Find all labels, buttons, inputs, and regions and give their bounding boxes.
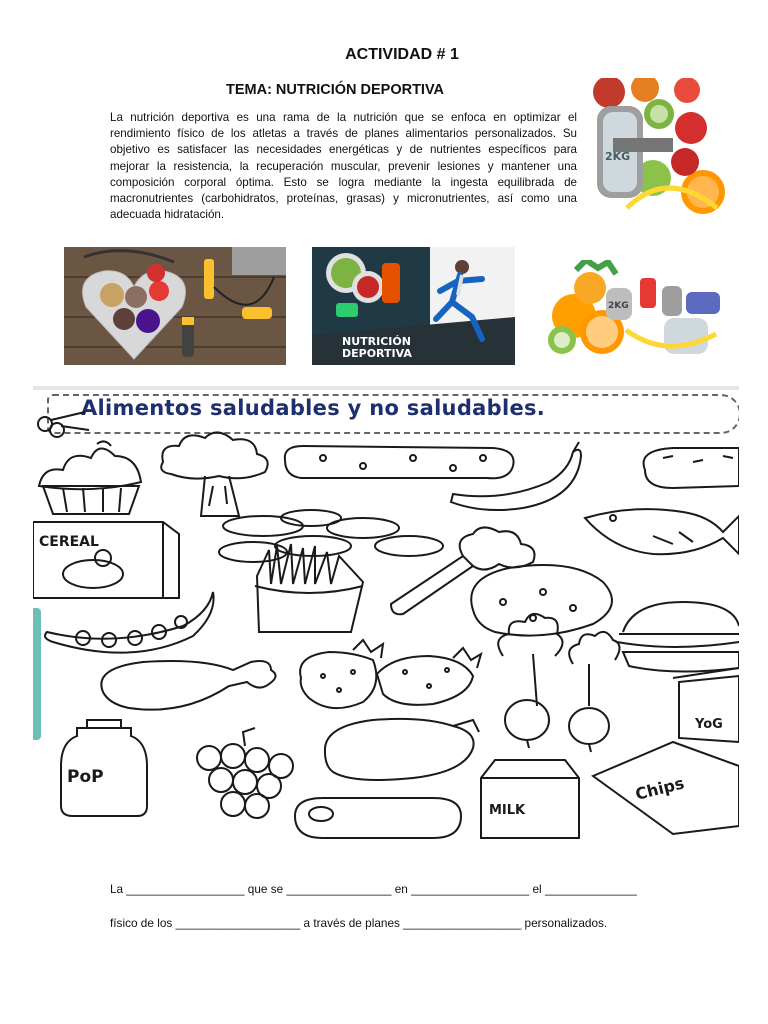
worksheet-title: Alimentos saludables y no saludables. bbox=[81, 396, 546, 420]
weight-label-right: 2KG bbox=[608, 301, 629, 311]
soda-label: PoP bbox=[67, 767, 104, 787]
intro-paragraph: La nutrición deportiva es una rama de la nutrición que se enfoca en optimizar el rendimiento físico de los atletas a través de planes alimentarios personalizados. Su objetivo es satisfacer las necesidades energéticas y de nutrientes específicos para mejorar la resistencia, la recuperación muscular, prevenir lesiones y mantener una composición corporal óptima. Esto se logra mediante la ingesta equilibrada de macronutrientes (carbohidratos, proteínas, grasas) y micronutrientes, así como una adecuada hidratación. bbox=[110, 111, 577, 222]
potato-drawing bbox=[471, 565, 612, 636]
banana-drawing bbox=[451, 442, 581, 510]
soda-bottle-drawing bbox=[61, 720, 147, 816]
chips-label: Chips bbox=[633, 773, 687, 804]
banner-caption-line1: NUTRICIÓN bbox=[342, 335, 411, 348]
page-title: ACTIVIDAD # 1 bbox=[345, 46, 459, 63]
yogurt-drawing bbox=[673, 668, 739, 742]
yogurt-label: YoG bbox=[695, 717, 723, 732]
cereal-box-drawing bbox=[33, 522, 179, 598]
hotdog-drawing bbox=[644, 448, 739, 488]
sports-nutrition-banner bbox=[312, 247, 515, 365]
celery-drawing bbox=[391, 527, 535, 614]
milk-label: MILK bbox=[489, 803, 526, 818]
grapes-drawing bbox=[197, 728, 293, 818]
fill-in-line-1: La __________________ que se ________________ en __________________ el ______________ bbox=[110, 882, 637, 896]
chicken-leg-drawing bbox=[101, 661, 275, 710]
weight-label: 2KG bbox=[605, 150, 631, 163]
steak-drawing bbox=[295, 798, 461, 838]
bread-drawing bbox=[285, 446, 514, 478]
topic-heading: TEMA: NUTRICIÓN DEPORTIVA bbox=[226, 82, 445, 98]
fruit-dumbbell-photo bbox=[546, 260, 736, 362]
beans-drawing bbox=[219, 510, 443, 562]
french-fries-drawing bbox=[255, 544, 363, 632]
fish-drawing bbox=[585, 509, 739, 554]
eggplant-drawing bbox=[325, 719, 479, 780]
cupcake-drawing bbox=[39, 441, 141, 514]
pea-pod-drawing bbox=[45, 592, 214, 653]
fill-in-line-2: físico de los ___________________ a través de planes __________________ personalizados. bbox=[110, 916, 608, 930]
hamburger-drawing bbox=[617, 602, 739, 672]
broccoli-drawing bbox=[161, 432, 267, 516]
cereal-label: CEREAL bbox=[39, 534, 99, 550]
milk-carton-drawing bbox=[481, 760, 579, 838]
dumbbell-fruit-photo bbox=[587, 78, 725, 219]
strawberries-drawing bbox=[300, 640, 481, 708]
chips-bag-drawing bbox=[593, 742, 739, 834]
banner-caption-line2: DEPORTIVA bbox=[342, 347, 412, 360]
food-worksheet bbox=[33, 386, 739, 846]
heart-nutrition-photo bbox=[64, 247, 286, 365]
scissors-icon bbox=[38, 412, 89, 437]
